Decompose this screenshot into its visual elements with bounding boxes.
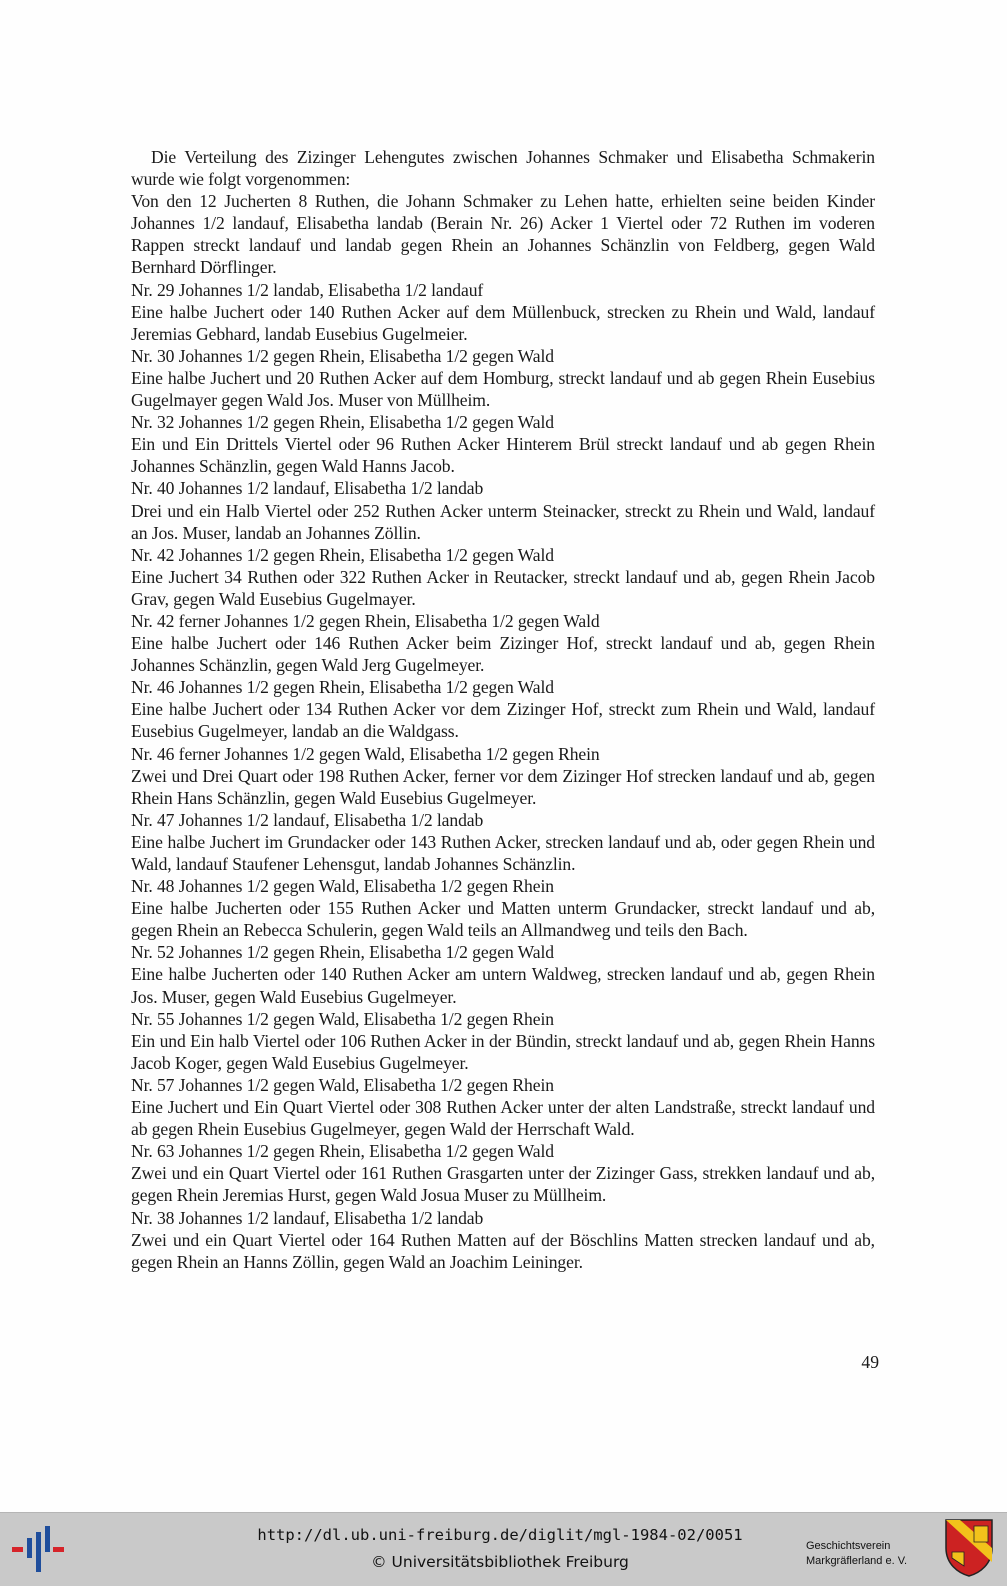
permalink-url[interactable]: http://dl.ub.uni-freiburg.de/diglit/mgl-1984-02/0051 [257, 1526, 743, 1544]
paragraph: Zwei und Drei Quart oder 198 Ruthen Acker, ferner vor dem Zizinger Hof strecken landauf und ab, gegen Rhein Hans Schänzlin, gegen Wald Eusebius Gugelmeyer. [131, 765, 875, 808]
entry-heading: Nr. 48 Johannes 1/2 gegen Wald, Elisabetha 1/2 gegen Rhein [131, 876, 554, 897]
paragraph: Ein und Ein Drittels Viertel oder 96 Ruthen Acker Hinterem Brül streckt landauf und ab gegen Rhein Johannes Schänzlin, gegen Wald Hanns Jacob. [131, 434, 875, 477]
society-name-line2: Markgräflerland e. V. [806, 1555, 908, 1567]
paragraph: Eine halbe Juchert und 20 Ruthen Acker auf dem Homburg, streckt landauf und ab gegen Rhein Eusebius Gugelmayer gegen Wald Jos. Muser von Müllheim. [131, 367, 875, 411]
society-name-line1: Geschichtsverein [806, 1540, 891, 1552]
entry-heading: Nr. 38 Johannes 1/2 landauf, Elisabetha 1/2 landab [131, 1207, 484, 1228]
page-number: 49 [861, 1352, 879, 1372]
entry-heading: Nr. 42 ferner Johannes 1/2 gegen Rhein, Elisabetha 1/2 gegen Wald [131, 610, 600, 631]
entry-heading: Nr. 57 Johannes 1/2 gegen Wald, Elisabetha 1/2 gegen Rhein [131, 1074, 554, 1095]
entry-heading: Nr. 40 Johannes 1/2 landauf, Elisabetha 1/2 landab [131, 478, 484, 499]
entry-heading: Nr. 30 Johannes 1/2 gegen Rhein, Elisabetha 1/2 gegen Wald [131, 345, 554, 366]
entry-heading: Nr. 42 Johannes 1/2 gegen Rhein, Elisabetha 1/2 gegen Wald [131, 544, 554, 565]
entry-heading: Nr. 46 Johannes 1/2 gegen Rhein, Elisabetha 1/2 gegen Wald [131, 677, 554, 698]
entry-heading: Nr. 52 Johannes 1/2 gegen Rhein, Elisabetha 1/2 gegen Wald [131, 942, 554, 963]
entry-heading: Nr. 46 ferner Johannes 1/2 gegen Wald, Elisabetha 1/2 gegen Rhein [131, 743, 600, 764]
coat-of-arms-icon [944, 1518, 994, 1578]
paragraph: Eine halbe Juchert oder 140 Ruthen Acker auf dem Müllenbuck, strecken zu Rhein und Wald, landauf Jeremias Gebhard, landab Eusebius Gugelmeier. [131, 301, 875, 344]
entry-heading: Nr. 32 Johannes 1/2 gegen Rhein, Elisabetha 1/2 gegen Wald [131, 412, 554, 433]
paragraph: Eine halbe Juchert im Grundacker oder 143 Ruthen Acker, strecken landauf und ab, oder gegen Rhein und Wald, landauf Staufener Lehensgut, landab Johannes Schänzlin. [131, 831, 875, 874]
entry-heading: Nr. 47 Johannes 1/2 landauf, Elisabetha 1/2 landab [131, 809, 484, 830]
paragraph: Eine halbe Juchert oder 134 Ruthen Acker vor dem Zizinger Hof, streckt zum Rhein und Wald, landauf Eusebius Gugelmeyer, landab an die Waldgass. [131, 699, 875, 742]
paragraph: Zwei und ein Quart Viertel oder 161 Ruthen Grasgarten unter der Zizinger Gass, strekken landauf und ab, gegen Rhein Jeremias Hurst, gegen Wald Josua Muser zu Müllheim. [131, 1163, 875, 1206]
paragraph: Zwei und ein Quart Viertel oder 164 Ruthen Matten auf der Böschlins Matten strecken landauf und ab, gegen Rhein an Hanns Zöllin, gegen Wald an Joachim Leininger. [131, 1229, 875, 1272]
copyright-notice: © Universitätsbibliothek Freiburg [371, 1553, 629, 1571]
paragraph: Eine halbe Jucherten oder 155 Ruthen Acker und Matten unterm Grundacker, streckt landauf und ab, gegen Rhein an Rebecca Schulerin, gegen Wald teils an Allmandweg und teils den Bach. [131, 898, 875, 941]
entry-heading: Nr. 55 Johannes 1/2 gegen Wald, Elisabetha 1/2 gegen Rhein [131, 1008, 554, 1029]
library-logo-icon[interactable] [10, 1524, 66, 1576]
society-name [806, 1539, 936, 1569]
paragraph: Eine Juchert 34 Ruthen oder 322 Ruthen Acker in Reutacker, streckt landauf und ab, gegen Rhein Jacob Grav, gegen Wald Eusebius Gugelmayer. [131, 566, 875, 609]
paragraph: Eine halbe Juchert oder 146 Ruthen Acker beim Zizinger Hof, streckt landauf und ab, gegen Rhein Johannes Schänzlin, gegen Wald Jerg Gugelmeyer. [131, 633, 875, 676]
paragraph: Eine halbe Jucherten oder 140 Ruthen Acker am untern Waldweg, strecken landauf und ab, gegen Rhein Jos. Muser, gegen Wald Eusebius Gugelmeyer. [131, 964, 875, 1007]
entry-heading: Nr. 63 Johannes 1/2 gegen Rhein, Elisabetha 1/2 gegen Wald [131, 1141, 554, 1162]
paragraph: Drei und ein Halb Viertel oder 252 Ruthen Acker unterm Steinacker, streckt zu Rhein und Wald, landauf an Jos. Muser, landab an Johannes Zöllin. [131, 500, 875, 543]
body-text [131, 146, 875, 1273]
paragraph: Von den 12 Jucherten 8 Ruthen, die Johann Schmaker zu Lehen hatte, erhielten seine beiden Kinder Johannes 1/2 landauf, Elisabetha landab (Berain Nr. 26) Acker 1 Viertel oder 72 Ruthen im voderen Rappen streckt landauf und landab gegen Rhein an Johannes Schänzlin von Feldberg, gegen Wald Bernhard Dörflinger. [131, 191, 875, 278]
entry-heading: Nr. 29 Johannes 1/2 landab, Elisabetha 1/2 landauf [131, 279, 484, 300]
paragraph: Die Verteilung des Zizinger Lehengutes zwischen Johannes Schmaker und Elisabetha Schmakerin wurde wie folgt vorgenommen: [131, 147, 875, 190]
paragraph: Eine Juchert und Ein Quart Viertel oder 308 Ruthen Acker unter der alten Landstraße, streckt landauf und ab gegen Rhein Eusebius Gugelmeyer, gegen Wald der Herrschaft Wald. [131, 1097, 875, 1140]
paragraph: Ein und Ein halb Viertel oder 106 Ruthen Acker in der Bündin, streckt landauf und ab, gegen Rhein Hanns Jacob Koger, gegen Wald Eusebius Gugelmeyer. [131, 1030, 875, 1073]
